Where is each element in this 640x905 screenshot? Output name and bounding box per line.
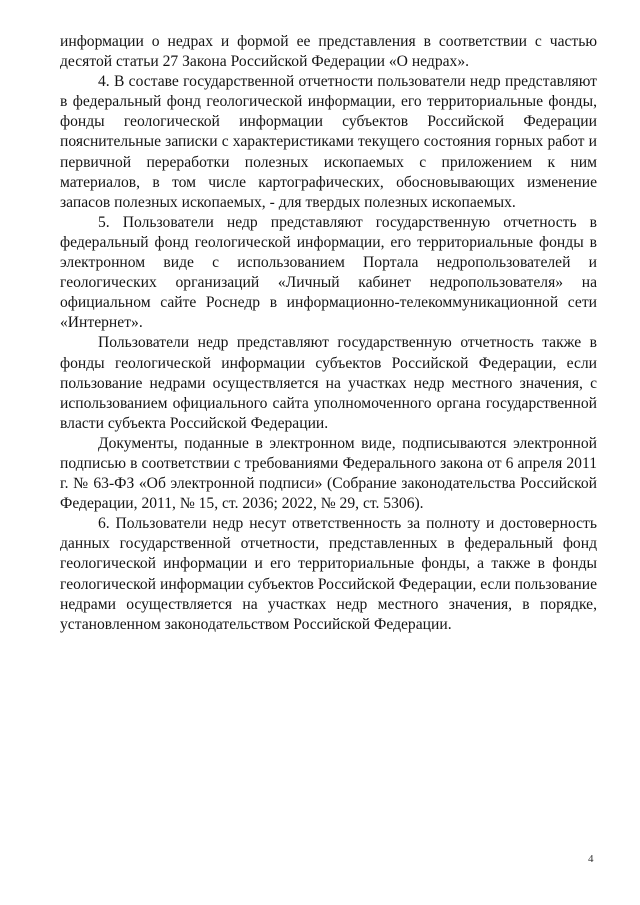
paragraph-item-5-regional-funds: Пользователи недр представляют государственную отчетность также в фонды геологической информации субъектов Российской Федерации, если пользование недрами осуществляется на участках недр местного значения, с использованием официального сайта уполномоченного органа государственной власти субъекта Российской Федерации.: [60, 334, 597, 432]
paragraph-item-5: 5. Пользователи недр представляют государственную отчетность в федеральный фонд геологической информации, его территориальные фонды в электронном виде с использованием Портала недропользователей и геологических организаций «Личный кабинет недропользователя» на официальном сайте Роснедр в информационно-телекоммуникационной сети «Интернет».: [60, 213, 597, 332]
paragraph-continuation: информации о недрах и формой ее представления в соответствии с частью десятой статьи 27 Закона Российской Федерации «О недрах».: [60, 33, 597, 71]
paragraph-item-4: 4. В составе государственной отчетности пользователи недр представляют в федеральный фонд геологической информации, его территориальные фонды, фонды геологической информации субъектов Российской Федерации пояснительные записки с характеристиками текущего состояния горных работ и первичной переработки полезных ископаемых с приложением к ним материалов, в том числе картографических, обосновывающих изменение запасов полезных ископаемых, - для твердых полезных ископаемых.: [60, 73, 597, 211]
paragraph-item-6: 6. Пользователи недр несут ответственность за полноту и достоверность данных государственной отчетности, представленных в федеральный фонд геологической информации и его территориальные фонды, а также в фонды геологической информации субъектов Российской Федерации, если пользование недрами осуществляется на участках недр местного значения, в порядке, установленном законодательством Российской Федерации.: [60, 515, 597, 633]
paragraph-item-5-electronic-signature: Документы, поданные в электронном виде, подписываются электронной подписью в соответствии с требованиями Федерального закона от 6 апреля 2011 г. № 63-ФЗ «Об электронной подписи» (Собрание законодательства Российской Федерации, 2011, № 15, ст. 2036; 2022, № 29, ст. 5306).: [60, 434, 597, 513]
page-number: 4: [588, 853, 594, 865]
document-body: [60, 32, 597, 635]
